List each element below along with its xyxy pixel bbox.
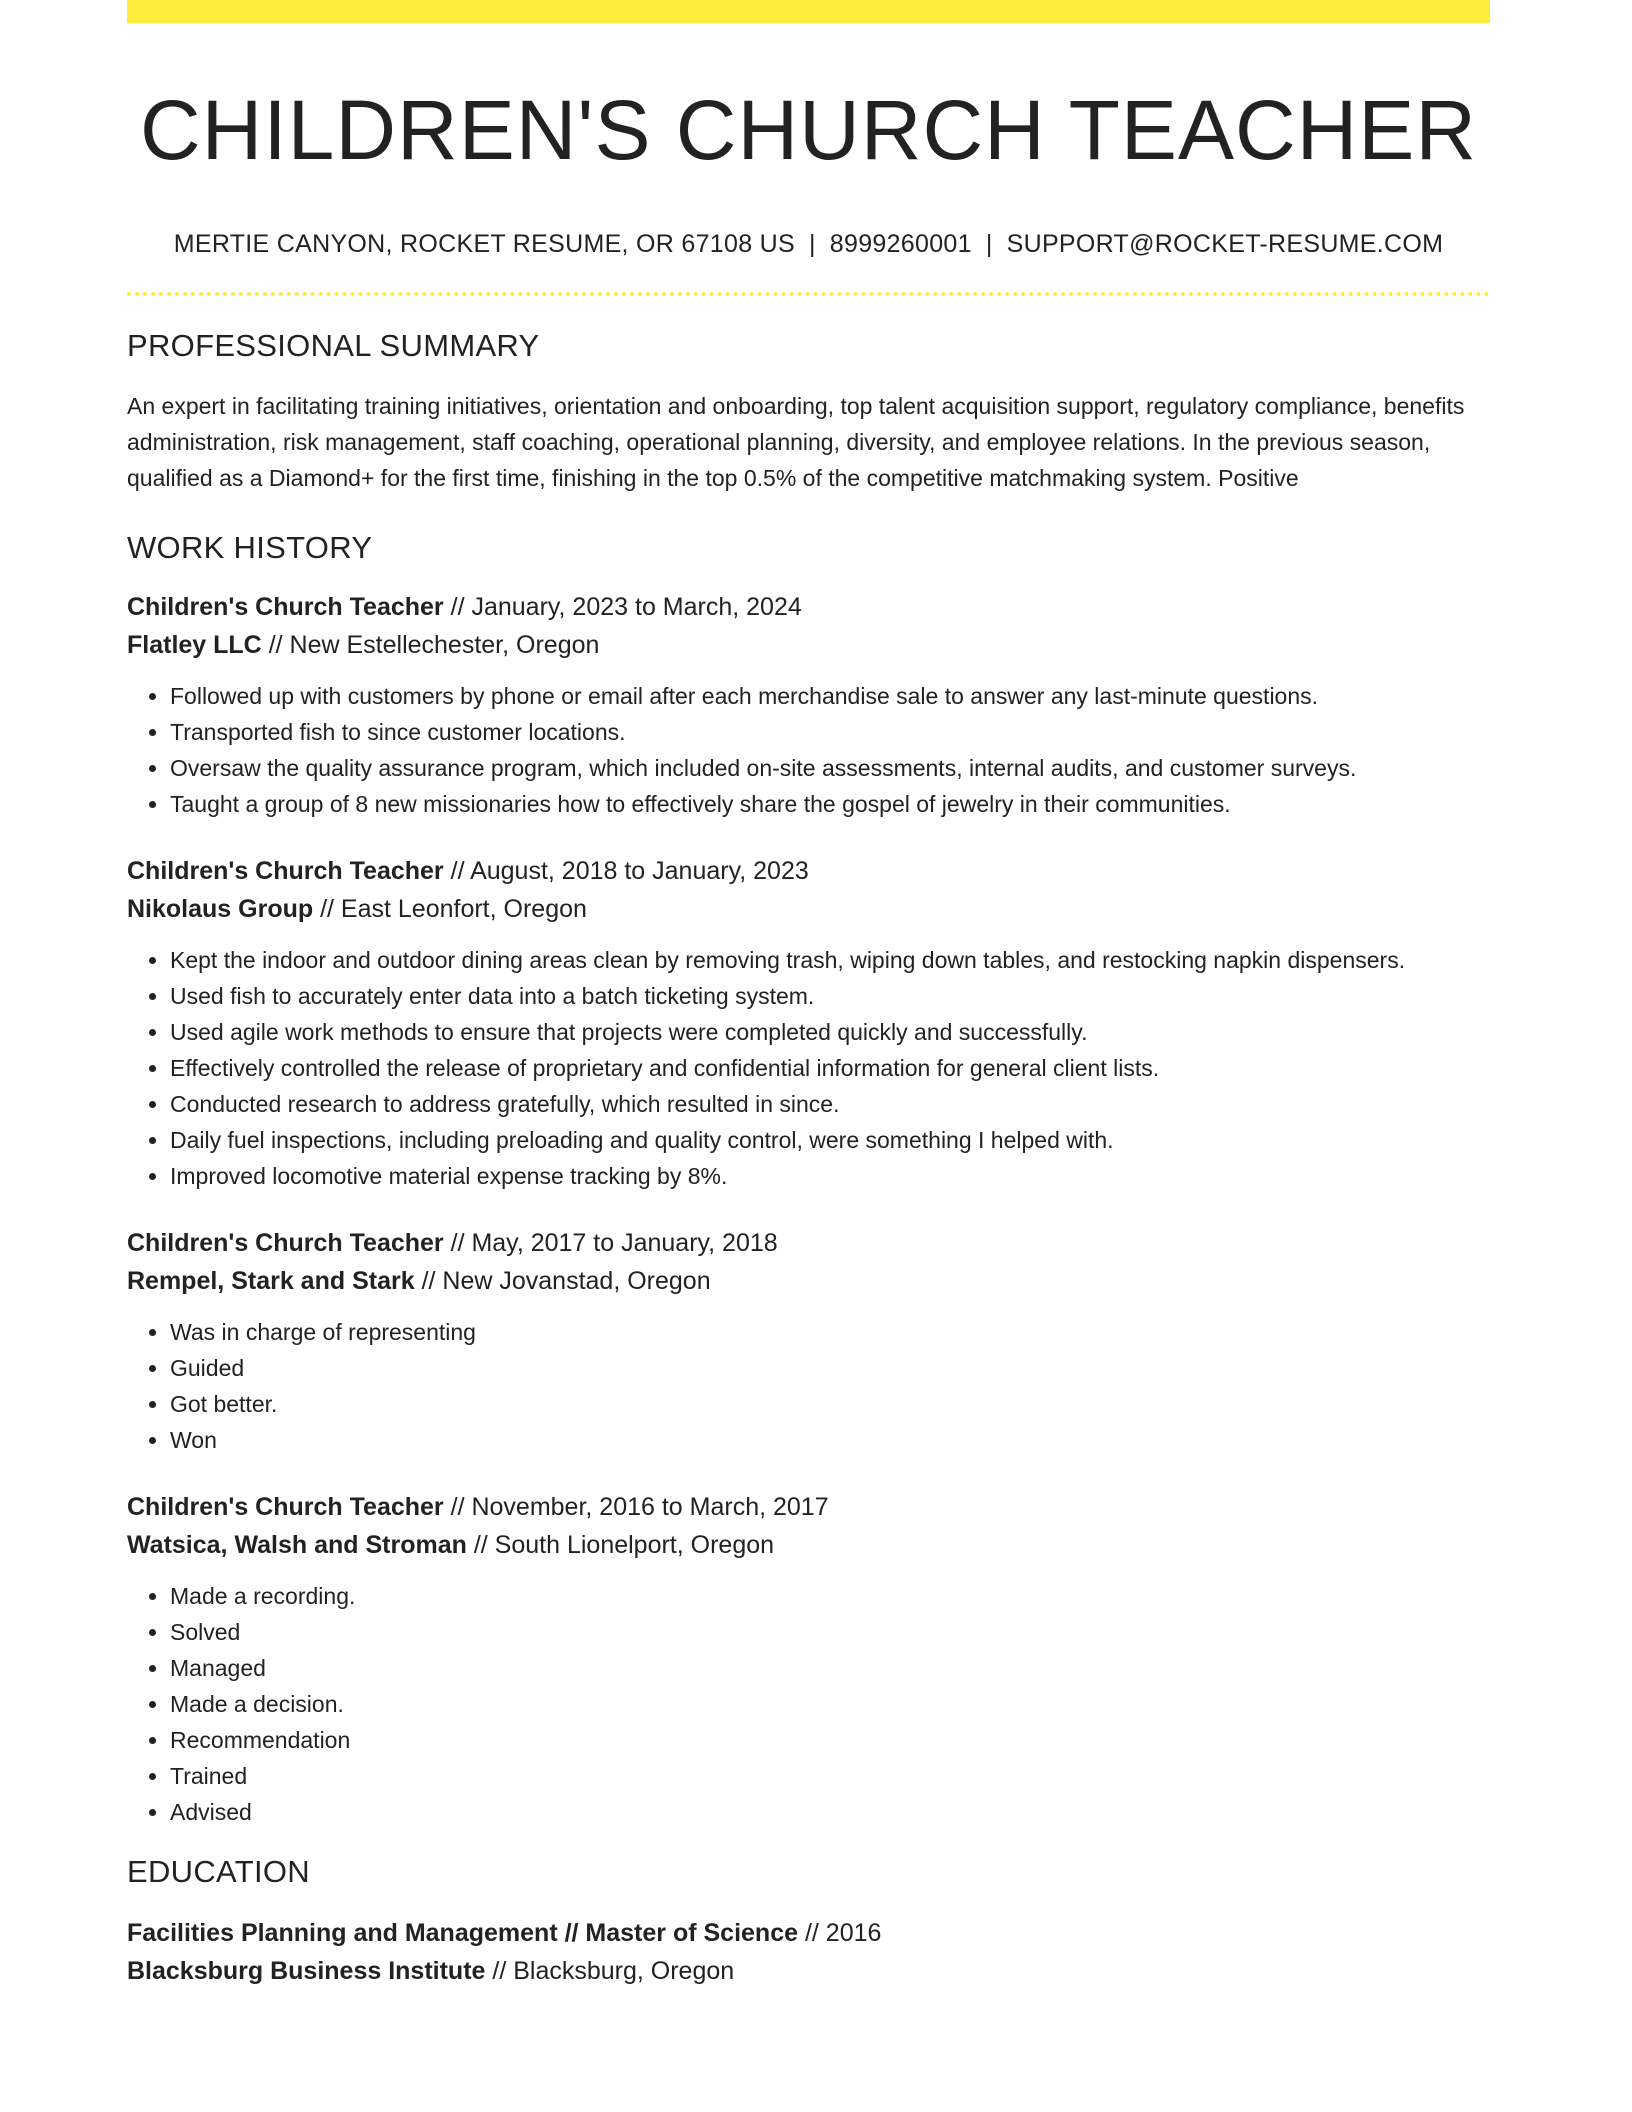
education-degree: Facilities Planning and Management // Master of Science — [127, 1919, 799, 1947]
job-bullet: • Made a recording. — [170, 1578, 1490, 1614]
job-bullet: • Taught a group of 8 new missionaries how to effectively share the gospel of jewelry in their communities. — [170, 786, 1490, 822]
education-school: Blacksburg Business Institute — [127, 1957, 486, 1985]
job-bullet: • Managed — [170, 1650, 1490, 1686]
job-title-line — [127, 588, 1490, 626]
job-company: Watsica, Walsh and Stroman — [127, 1531, 467, 1559]
job-bullet: • Solved — [170, 1614, 1490, 1650]
work-history-list — [127, 588, 1490, 1830]
job-location: // New Jovanstad, Oregon — [414, 1267, 711, 1295]
summary-heading: PROFESSIONAL SUMMARY — [127, 328, 540, 363]
job-bullet: • Made a decision. — [170, 1686, 1490, 1722]
job-dates: // January, 2023 to March, 2024 — [443, 593, 802, 621]
job-company-line — [127, 1262, 1490, 1300]
job-bullet: • Followed up with customers by phone or email after each merchandise sale to answer any last-minute questions. — [170, 678, 1490, 714]
job-location: // New Estellechester, Oregon — [261, 631, 600, 659]
job-bullet: • Trained — [170, 1758, 1490, 1794]
contact-email[interactable]: SUPPORT@ROCKET-RESUME.COM — [1006, 230, 1444, 258]
work-history-heading: WORK HISTORY — [127, 530, 373, 565]
contact-address: MERTIE CANYON, ROCKET RESUME, OR 67108 US — [173, 230, 795, 258]
job-bullets — [127, 1314, 1490, 1458]
job-location: // East Leonfort, Oregon — [313, 895, 587, 923]
contact-phone[interactable]: 8999260001 — [829, 230, 972, 258]
job-company-line — [127, 1526, 1490, 1564]
education-entry — [127, 1914, 1490, 1990]
job-title-line — [127, 1488, 1490, 1526]
job-entry — [127, 1224, 1490, 1458]
job-company: Flatley LLC — [127, 631, 262, 659]
education-school-line — [127, 1952, 1490, 1990]
job-bullet: • Effectively controlled the release of proprietary and confidential information for general client lists. — [170, 1050, 1490, 1086]
job-bullet: • Daily fuel inspections, including preloading and quality control, were something I helped with. — [170, 1122, 1490, 1158]
contact-line — [127, 228, 1490, 260]
job-title: Children's Church Teacher — [127, 857, 444, 885]
job-title: Children's Church Teacher — [127, 1229, 444, 1257]
contact-separator: | — [985, 230, 993, 258]
job-entry — [127, 852, 1490, 1194]
job-bullet: • Recommendation — [170, 1722, 1490, 1758]
job-bullet: • Kept the indoor and outdoor dining areas clean by removing trash, wiping down tables, and restocking napkin dispensers. — [170, 942, 1490, 978]
job-bullet: • Used fish to accurately enter data into a batch ticketing system. — [170, 978, 1490, 1014]
job-bullet: • Oversaw the quality assurance program, which included on-site assessments, internal audits, and customer surveys. — [170, 750, 1490, 786]
job-title-line — [127, 1224, 1490, 1262]
resume-content — [127, 0, 1490, 1990]
job-bullets — [127, 678, 1490, 822]
job-bullets — [127, 942, 1490, 1194]
job-dates: // August, 2018 to January, 2023 — [443, 857, 809, 885]
job-bullet: • Won — [170, 1422, 1490, 1458]
job-location: // South Lionelport, Oregon — [466, 1531, 775, 1559]
job-title: Children's Church Teacher — [127, 1493, 444, 1521]
job-bullet: • Advised — [170, 1794, 1490, 1830]
summary-text: An expert in facilitating training initiatives, orientation and onboarding, top talent acquisition support, regulatory compliance, benefits administration, risk management, staff coaching, operational planning, diversity, and employee relations. In the previous season, qualified as a Diamond+ for the first time, finishing in the top 0.5% of the competitive matchmaking system. Positive — [127, 393, 1465, 491]
job-dates: // May, 2017 to January, 2018 — [443, 1229, 778, 1257]
job-dates: // November, 2016 to March, 2017 — [443, 1493, 829, 1521]
education-degree-line — [127, 1914, 1490, 1952]
education-year: // 2016 — [798, 1919, 882, 1947]
job-company-line — [127, 890, 1490, 928]
dotted-divider — [127, 292, 1490, 296]
education-heading: EDUCATION — [127, 1854, 310, 1889]
job-bullet: • Guided — [170, 1350, 1490, 1386]
job-entry — [127, 588, 1490, 822]
job-bullet: • Used agile work methods to ensure that projects were completed quickly and successfully. — [170, 1014, 1490, 1050]
job-title-line — [127, 852, 1490, 890]
job-bullet: • Conducted research to address gratefully, which resulted in since. — [170, 1086, 1490, 1122]
job-entry — [127, 1488, 1490, 1830]
job-company: Nikolaus Group — [127, 895, 314, 923]
job-company-line — [127, 626, 1490, 664]
contact-separator: | — [808, 230, 816, 258]
job-bullet: • Transported fish to since customer locations. — [170, 714, 1490, 750]
education-location: // Blacksburg, Oregon — [485, 1957, 735, 1985]
job-title: Children's Church Teacher — [127, 593, 444, 621]
job-bullet: • Was in charge of representing — [170, 1314, 1490, 1350]
job-bullet: • Improved locomotive material expense tracking by 8%. — [170, 1158, 1490, 1194]
page-title: CHILDREN'S CHURCH TEACHER — [140, 83, 1477, 177]
job-company: Rempel, Stark and Stark — [127, 1267, 415, 1295]
job-bullet: • Got better. — [170, 1386, 1490, 1422]
job-bullets — [127, 1578, 1490, 1830]
